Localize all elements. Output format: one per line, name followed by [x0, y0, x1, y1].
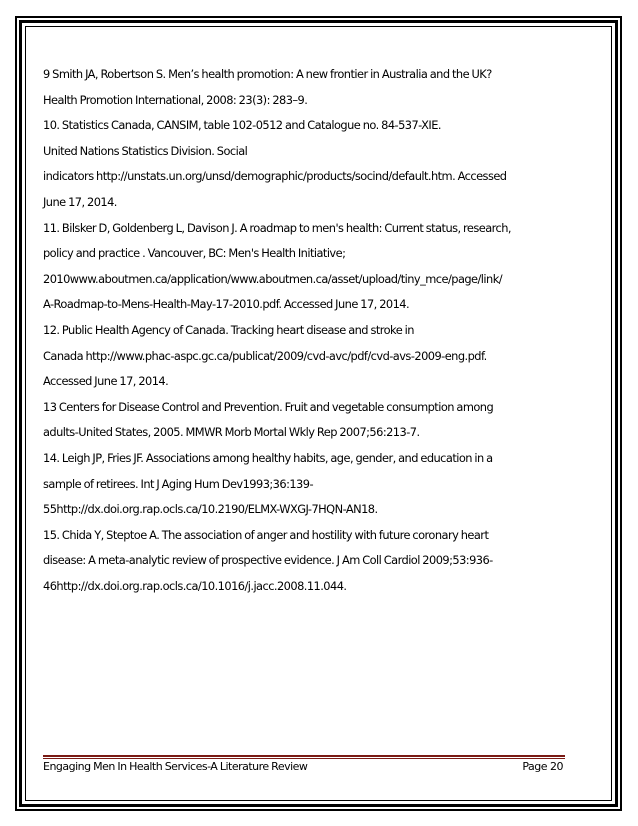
reference-line: 12. Public Health Agency of Canada. Tracking heart disease and stroke in [43, 322, 414, 337]
footer-rule-thin [43, 758, 565, 759]
reference-line: adults-United States, 2005. MMWR Morb Mortal Wkly Rep 2007;56:213-7. [43, 425, 420, 440]
reference-line: Accessed June 17, 2014. [43, 374, 169, 389]
reference-line: policy and practice . Vancouver, BC: Men's Health Initiative; [43, 246, 346, 261]
page-number: Page 20 [522, 760, 563, 773]
reference-line: 9 Smith JA, Robertson S. Men’s health promotion: A new frontier in Australia and the UK? [43, 67, 492, 81]
reference-line: United Nations Statistics Division. Social [43, 143, 248, 158]
reference-line: 14. Leigh JP, Fries JF. Associations among healthy habits, age, gender, and education in a [43, 450, 493, 465]
reference-line: Canada http://www.phac-aspc.gc.ca/publicat/2009/cvd-avc/pdf/cvd-avs-2009-eng.pdf. [43, 348, 487, 363]
reference-line: A-Roadmap-to-Mens-Health-May-17-2010.pdf. Accessed June 17, 2014. [43, 297, 410, 312]
footer-title: Engaging Men In Health Services-A Literature Review [43, 760, 308, 773]
reference-line: Health Promotion International, 2008: 23(3): 283–9. [43, 92, 308, 107]
reference-line: 55http://dx.doi.org.rap.ocls.ca/10.2190/ELMX-WXGJ-7HQN-AN18. [43, 502, 378, 517]
reference-line: sample of retirees. Int J Aging Hum Dev1993;36:139- [43, 476, 314, 491]
reference-line: indicators http://unstats.un.org/unsd/demographic/products/socind/default.htm. Accessed [43, 169, 507, 184]
reference-line: 15. Chida Y, Steptoe A. The association of anger and hostility with future coronary heart [43, 527, 489, 542]
footer-rule [43, 755, 565, 757]
reference-line: disease: A meta-analytic review of prospective evidence. J Am Coll Cardiol 2009;53:936- [43, 553, 493, 568]
reference-line: 13 Centers for Disease Control and Prevention. Fruit and vegetable consumption among [43, 399, 494, 414]
reference-line: 11. Bilsker D, Goldenberg L, Davison J. A roadmap to men's health: Current status, research, [43, 220, 511, 235]
reference-list [43, 62, 573, 599]
reference-line: 10. Statistics Canada, CANSIM, table 102-0512 and Catalogue no. 84-537-XIE. [43, 118, 441, 133]
reference-line: 2010www.aboutmen.ca/application/www.aboutmen.ca/asset/upload/tiny_mce/page/link/ [43, 271, 503, 286]
reference-line: June 17, 2014. [43, 194, 117, 209]
reference-line: 46http://dx.doi.org.rap.ocls.ca/10.1016/j.jacc.2008.11.044. [43, 578, 347, 593]
